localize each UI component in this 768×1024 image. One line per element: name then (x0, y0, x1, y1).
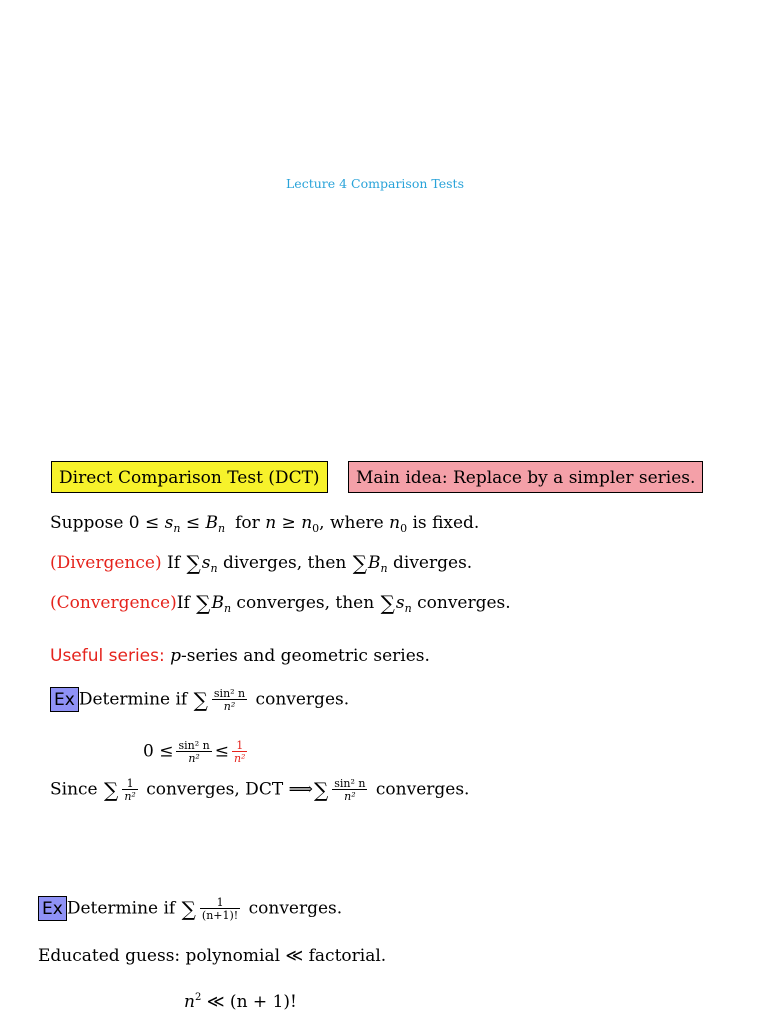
inequality-line: 0 ≤ $\frac{\text{sin² n}}{\text{n²}}$ ≤ $\frac{1}{\text{n²}}$ (143, 739, 246, 765)
suppose-line: Suppose $0 \le s_n \le B_n$ for $n \ge n_0$, where $n_0$ is fixed. (50, 513, 480, 535)
example-1-line: Ex Determine if ∑ $\frac{\text{sin² n}}{\text{n²}}$ converges. (50, 688, 349, 712)
comparison-line: $n^2$ ≪ (n + 1)! (184, 992, 297, 1012)
divergence-tag: (Divergence) (50, 553, 162, 573)
example-2-line: Ex Determine if ∑ $\frac{1}{(n+1)!}$ converges. (38, 897, 342, 921)
since-line: Since ∑ $\frac{1}{\text{n²}}$ converges, DCT ⟹∑ $\frac{\text{sin² n}}{\text{n²}}$ converges. (50, 777, 470, 803)
divergence-line: (Divergence) If $\sum s_n$ diverges, then $\sum B_n$ diverges. (50, 551, 473, 575)
useful-series-tag: Useful series: (50, 646, 165, 666)
educated-guess-line: Educated guess: polynomial ≪ factorial. (38, 946, 387, 966)
main-idea-box: Main idea: Replace by a simpler series. (348, 461, 703, 493)
example-2-tag: Ex (38, 896, 67, 921)
page-header: Lecture 4 Comparison Tests (286, 176, 464, 191)
convergence-line: (Convergence)If $\sum B_n$ converges, then $\sum s_n$ converges. (50, 591, 511, 615)
convergence-tag: (Convergence) (50, 593, 177, 613)
useful-series-line: Useful series: p-series and geometric series. (50, 646, 430, 666)
example-1-tag: Ex (50, 687, 79, 712)
dct-title-box: Direct Comparison Test (DCT) (51, 461, 328, 493)
